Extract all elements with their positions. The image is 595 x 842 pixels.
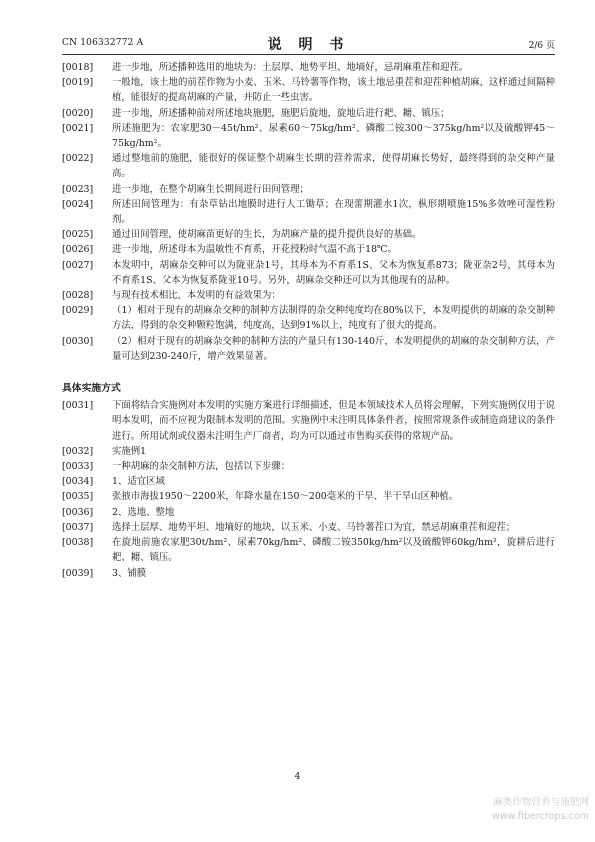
paragraph <box>62 303 555 333</box>
paragraph <box>62 535 555 565</box>
paragraph-text: 在旋地前施农家肥30t/hm²、尿素70kg/hm²、磷酸二铵350kg/hm²以及硫酸钾60kg/hm²，旋耕后进行耙、耱、镇压。 <box>112 537 555 564</box>
paragraph-text: 进一步地，在整个胡麻生长期间进行田间管理； <box>112 183 309 195</box>
paragraph <box>62 288 555 303</box>
paragraph-number: [0022] <box>62 153 94 165</box>
paragraph <box>62 489 555 504</box>
paragraph <box>62 75 555 105</box>
paragraph <box>62 151 555 181</box>
paragraph-text: 与现有技术相比，本发明的有益效果为： <box>112 290 281 302</box>
header-rule <box>62 54 555 55</box>
paragraph-text: 进一步地，所述母本为温敏性不育系，开花授粉时气温不高于18℃。 <box>112 244 397 256</box>
paragraph <box>62 474 555 489</box>
paragraph <box>62 520 555 535</box>
paragraph-number: [0038] <box>62 537 94 549</box>
paragraph-number: [0020] <box>62 107 94 119</box>
paragraph-number: [0031] <box>62 400 94 412</box>
paragraph-text: 进一步地，所述播种选用的地块为：土层厚、地势平坦、地墒好，忌胡麻重茬和迎茬。 <box>112 62 469 73</box>
paragraph-number: [0023] <box>62 183 94 195</box>
paragraph-text: 选择土层厚、地势平坦、地墒好的地块，以玉米、小麦、马铃薯茬口为宜，禁忌胡麻重茬和迎茬； <box>112 521 516 533</box>
paragraph-text: 所述田间管理为：有杂草钻出地膜时进行人工锄草；在现蕾期灌水1次，枞形期喷施15%多效唑可湿性粉剂。 <box>112 198 555 226</box>
paragraph-text: 1、适宜区域 <box>112 476 165 488</box>
paragraph <box>62 197 555 227</box>
page-number: 4 <box>294 772 301 782</box>
paragraph-text: （1）相对于现有的胡麻杂交种的制种方法制得的杂交种纯度均在80%以下，本发明提供的胡麻的杂交制种方法，得到的杂交种颗粒饱满，纯度高，达到91%以上，纯度有了很大的提高。 <box>112 305 555 332</box>
paragraph-text: 张掖市海拔1950～2200米，年降水量在150～200毫米的干旱、半干旱山区种植。 <box>112 491 459 503</box>
paragraph-number: [0025] <box>62 229 94 241</box>
paragraph <box>62 444 555 459</box>
paragraph <box>62 258 555 288</box>
page-count: 2/6 页 <box>528 41 555 51</box>
paragraph <box>62 60 555 75</box>
paragraph <box>62 242 555 257</box>
paragraph-number: [0036] <box>62 506 94 518</box>
paragraph-list-bottom <box>62 398 555 580</box>
paragraph-number: [0033] <box>62 461 94 473</box>
paragraph-number: [0024] <box>62 198 94 210</box>
paragraph <box>62 566 555 581</box>
watermark <box>492 796 589 824</box>
paragraph-text: 一般地，该土地的前茬作物为小麦、玉米、马铃薯等作物，该土地忌重茬和迎茬种植胡麻，这样通过间隔种植，能很好的提高胡麻的产量，并防止一些虫害。 <box>112 77 555 104</box>
paragraph <box>62 459 555 474</box>
paragraph-text: 一种胡麻的杂交制种方法，包括以下步骤： <box>112 461 291 473</box>
paragraph-text: （2）相对于现有的胡麻杂交种的制种方法的产量只有130-140斤，本发明提供的胡麻的杂交制种方法，产量可达到230-240斤，增产效果显著。 <box>112 335 555 362</box>
paragraph-text: 进一步地，所述播种前对所述地块施肥，施肥后旋地，旋地后进行耙、耱、镇压； <box>112 107 450 119</box>
paragraph <box>62 182 555 197</box>
paragraph <box>62 334 555 364</box>
paragraph-number: [0028] <box>62 290 94 302</box>
paragraph <box>62 398 555 444</box>
paragraph-text: 通过田间管理，使胡麻苗更好的生长，为胡麻产量的提升提供良好的基础。 <box>112 229 422 241</box>
paragraph-number: [0019] <box>62 77 94 89</box>
section-title: 具体实施方式 <box>62 383 121 395</box>
paragraph-text: 所述施肥为：农家肥30－45t/hm²、尿素60～75kg/hm²、磷酸二铵300～375kg/hm²以及硫酸钾45～75kg/hm²。 <box>112 122 555 150</box>
paragraph-text: 3、铺膜 <box>112 567 147 579</box>
paragraph-text: 本发明中，胡麻杂交种可以为陇亚杂1号，其母本为不育系1S、父本为恢复系873；陇亚杂2号，其母本为不育系1S、父本为恢复系陇亚10号。另外，胡麻杂交种还可以为其他现有的品种。 <box>112 259 555 286</box>
paragraph-number: [0018] <box>62 62 94 73</box>
paragraph-number: [0032] <box>62 445 94 457</box>
paragraph <box>62 121 555 151</box>
paragraph <box>62 227 555 242</box>
paragraph-text: 通过整地前的施肥，能很好的保证整个胡麻生长期的营养需求，使得胡麻长势好，最终得到的杂交种产量高。 <box>112 153 555 180</box>
paragraph-number: [0037] <box>62 521 94 533</box>
paragraph-number: [0026] <box>62 244 94 256</box>
paragraph-text: 2、选地、整地 <box>112 506 175 518</box>
paragraph-number: [0027] <box>62 259 94 271</box>
paragraph-number: [0030] <box>62 335 94 347</box>
paragraph-text: 实施例1 <box>112 445 147 457</box>
paragraph-list-top <box>62 60 555 364</box>
paragraph-number: [0039] <box>62 567 94 579</box>
document-title: 说 明 书 <box>267 37 350 53</box>
paragraph-number: [0021] <box>62 122 94 134</box>
paragraph <box>62 106 555 121</box>
watermark-url: www.fibercrops.com <box>492 811 589 822</box>
paragraph-number: [0029] <box>62 305 94 317</box>
watermark-site-name: 麻类作物营养与施肥网 <box>493 797 589 808</box>
paragraph-text: 下面将结合实施例对本发明的实施方案进行详细描述，但是本领域技术人员将会理解，下列实施例仅用于说明本发明，而不应视为限制本发明的范围。实施例中未注明具体条件者，按照常规条件或制造商建议的条件进行。所用试剂或仪器未注明生产厂商者，均为可以通过市售购买获得的常规产品。 <box>112 400 555 442</box>
paragraph <box>62 505 555 520</box>
patent-number: CN 106332772 A <box>62 38 144 48</box>
document-body <box>62 60 555 581</box>
paragraph-number: [0034] <box>62 476 94 488</box>
page-header <box>62 34 555 52</box>
paragraph-number: [0035] <box>62 491 94 503</box>
